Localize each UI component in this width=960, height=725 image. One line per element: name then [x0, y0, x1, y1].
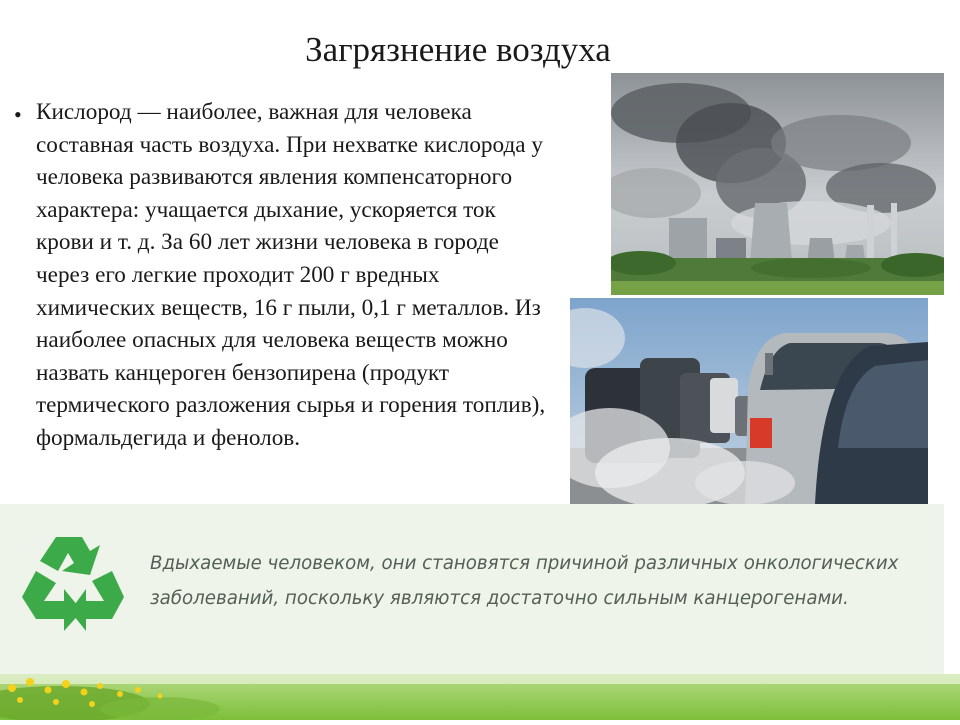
bullet-marker: •: [14, 102, 22, 127]
factory-smoke-photo: [611, 73, 944, 295]
bullet-list: [14, 96, 554, 506]
slide-title: Загрязнение воздуха: [305, 30, 611, 69]
bullet-text: Кислород — наиболее, важная для человека составная часть воздуха. При нехватке кислорода у человека развиваются явления компенсаторного характера: учащается дыхание, ускоряется ток крови и т. д. За 60 лет жизни человека в городе через его легкие проходит 200 г вредных химических веществ, 16 г пыли, 0,1 г металлов. Из наиболее опасных для человека веществ можно назвать канцероген бензопирена (продукт термического разложения сырья и горения топлив), формальдегида и фенолов.: [36, 99, 546, 451]
recycle-icon: [16, 527, 128, 637]
meadow-decoration: [0, 674, 960, 720]
note-text: Вдыхаемые человеком, они становятся причиной различных онкологических заболеваний, поскольку являются достаточно сильным канцерогенами.: [150, 553, 899, 609]
traffic-exhaust-photo: [570, 298, 928, 504]
